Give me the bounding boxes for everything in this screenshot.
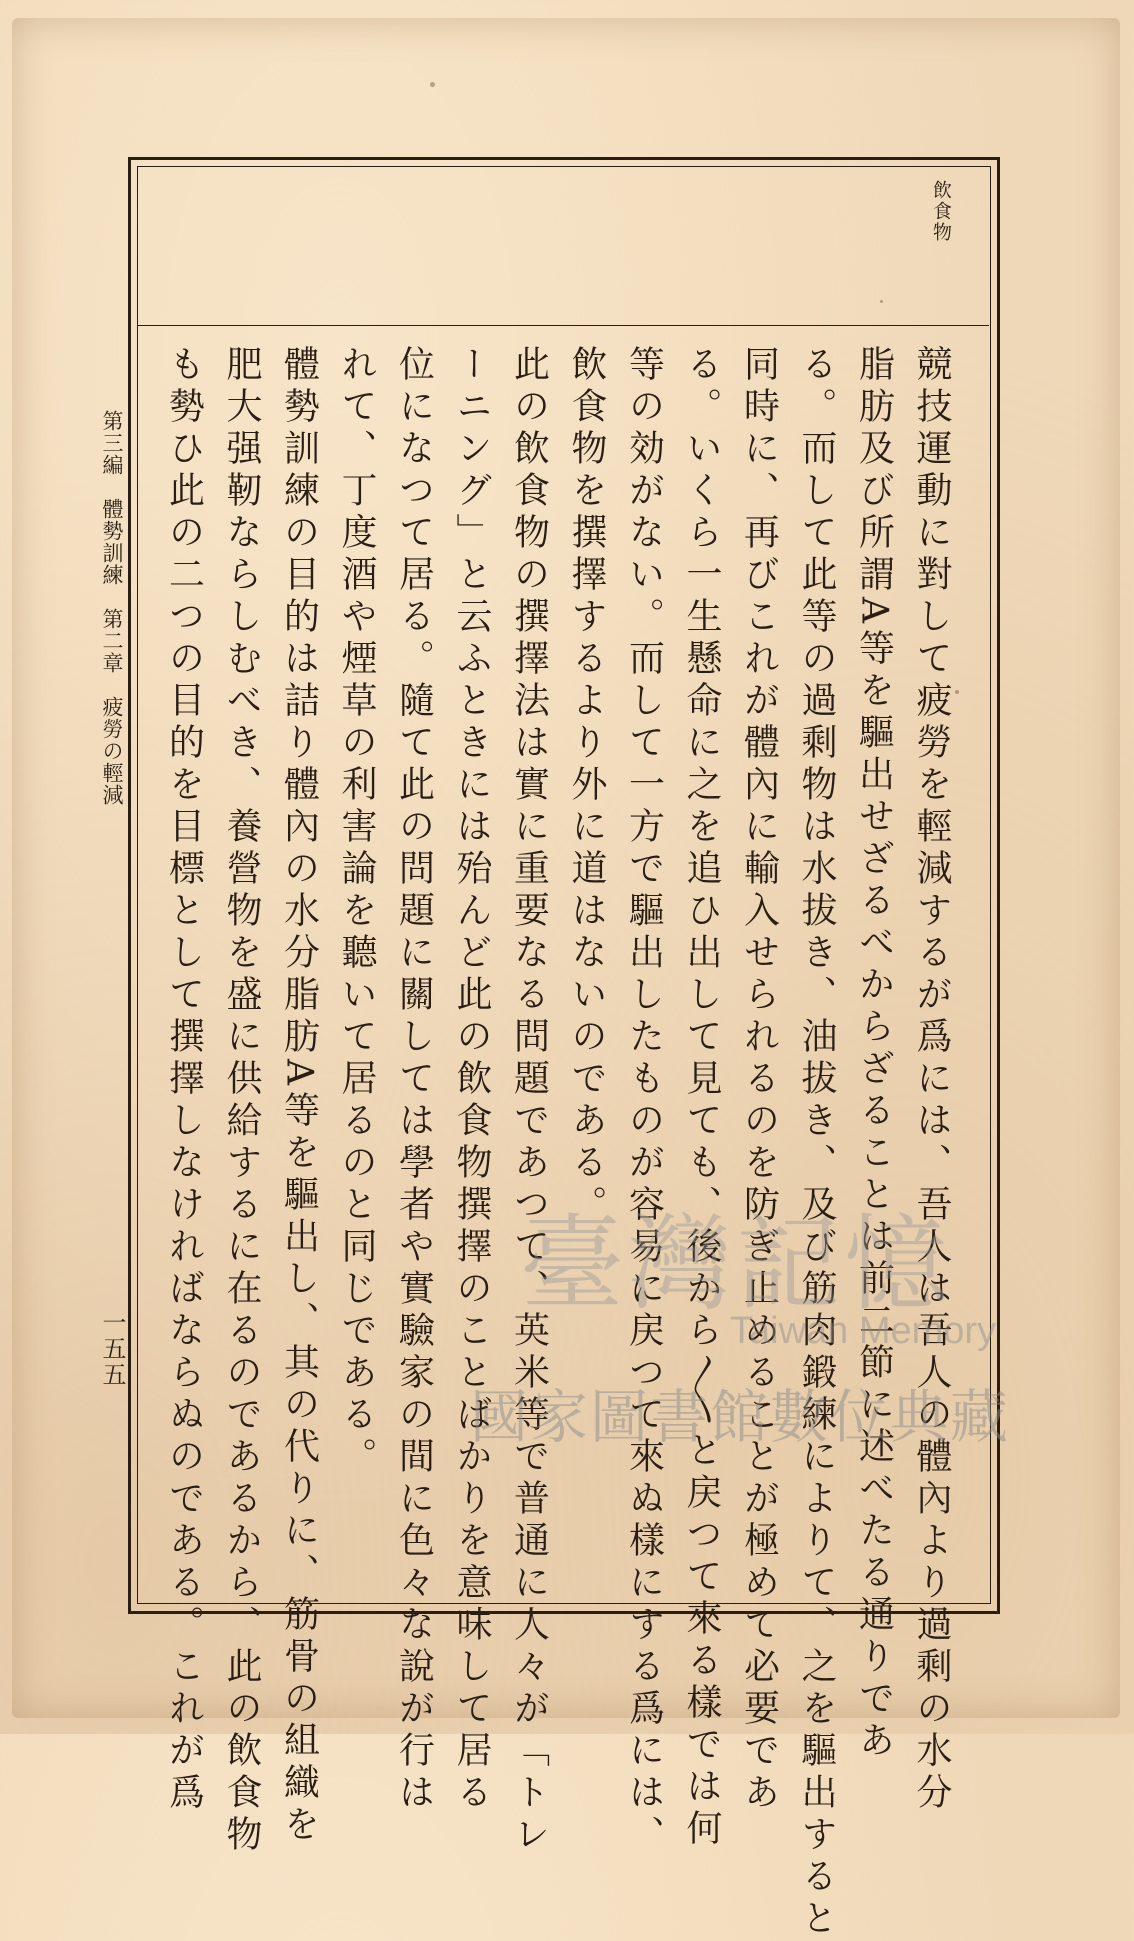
text-column: 同時に、再びこれが體內に輸入せられるのを防ぎ止めることが極めて必要であ <box>738 345 780 1815</box>
page-number: 一五五 <box>98 1310 126 1388</box>
text-column: る。而して此等の過剩物は水拔き、油拔き、及び筋肉鍛練によりて、之を驅出すると <box>796 345 837 1941</box>
text-column: れて、丁度酒や煙草の利害論を聽いて居るのと同じである。 <box>336 345 377 1479</box>
section-header: 飲食物 <box>930 180 952 243</box>
text-column: ーニング」と云ふときには殆んど此の飲食物撰擇のことばかりを意味して居る <box>451 345 492 1815</box>
paper-speck <box>955 690 959 694</box>
watermark-script: 臺灣記憶 <box>520 1203 953 1325</box>
header-divider <box>137 325 989 326</box>
text-column: る。いくら一生懸命に之を追ひ出して見ても、後から〱と戻つて來る樣では何 <box>681 345 722 1851</box>
paper-speck <box>430 82 435 87</box>
paper-speck <box>880 300 883 303</box>
running-head: 第三編 體勢訓練 第二章 疲勞の輕減 <box>100 410 124 806</box>
text-column: 此の飲食物の撰擇法は實に重要なる問題であつて、英米等で普通に人々が「トレ <box>508 345 550 1857</box>
watermark-english: Taiwan Memory <box>730 1310 997 1352</box>
text-column: 體勢訓練の目的は詰り體內の水分脂肪A等を驅出し、其の代りに、筋骨の組織を <box>278 345 320 1847</box>
text-column: も勢ひ此の二つの目的を目標として撰擇しなければならぬのである。これが爲 <box>163 345 205 1815</box>
text-column: 脂肪及び所謂A等を驅出せざるべからざることは前二節に述べたる通りであ <box>853 345 895 1763</box>
text-column: 競技運動に對して疲勞を輕減するが爲には、吾人は吾人の體內より過剩の水分 <box>911 345 952 1815</box>
body-text <box>163 345 960 1941</box>
text-column: 肥大强靭ならしむべき、養營物を盛に供給するに在るのであるから、此の飲食物 <box>221 345 262 1857</box>
text-column: 飲食物を撰擇するより外に道はないのである。 <box>566 345 607 1227</box>
text-column: 位になつて居る。隨て此の問題に關しては學者や實驗家の間に色々な說が行は <box>393 345 435 1815</box>
watermark-chinese: 國家圖書館數位典藏 <box>470 1383 1011 1451</box>
text-column: 等の効がない。而して一方で驅出したものが容易に戻つて來ぬ樣にする爲には、 <box>623 345 665 1857</box>
